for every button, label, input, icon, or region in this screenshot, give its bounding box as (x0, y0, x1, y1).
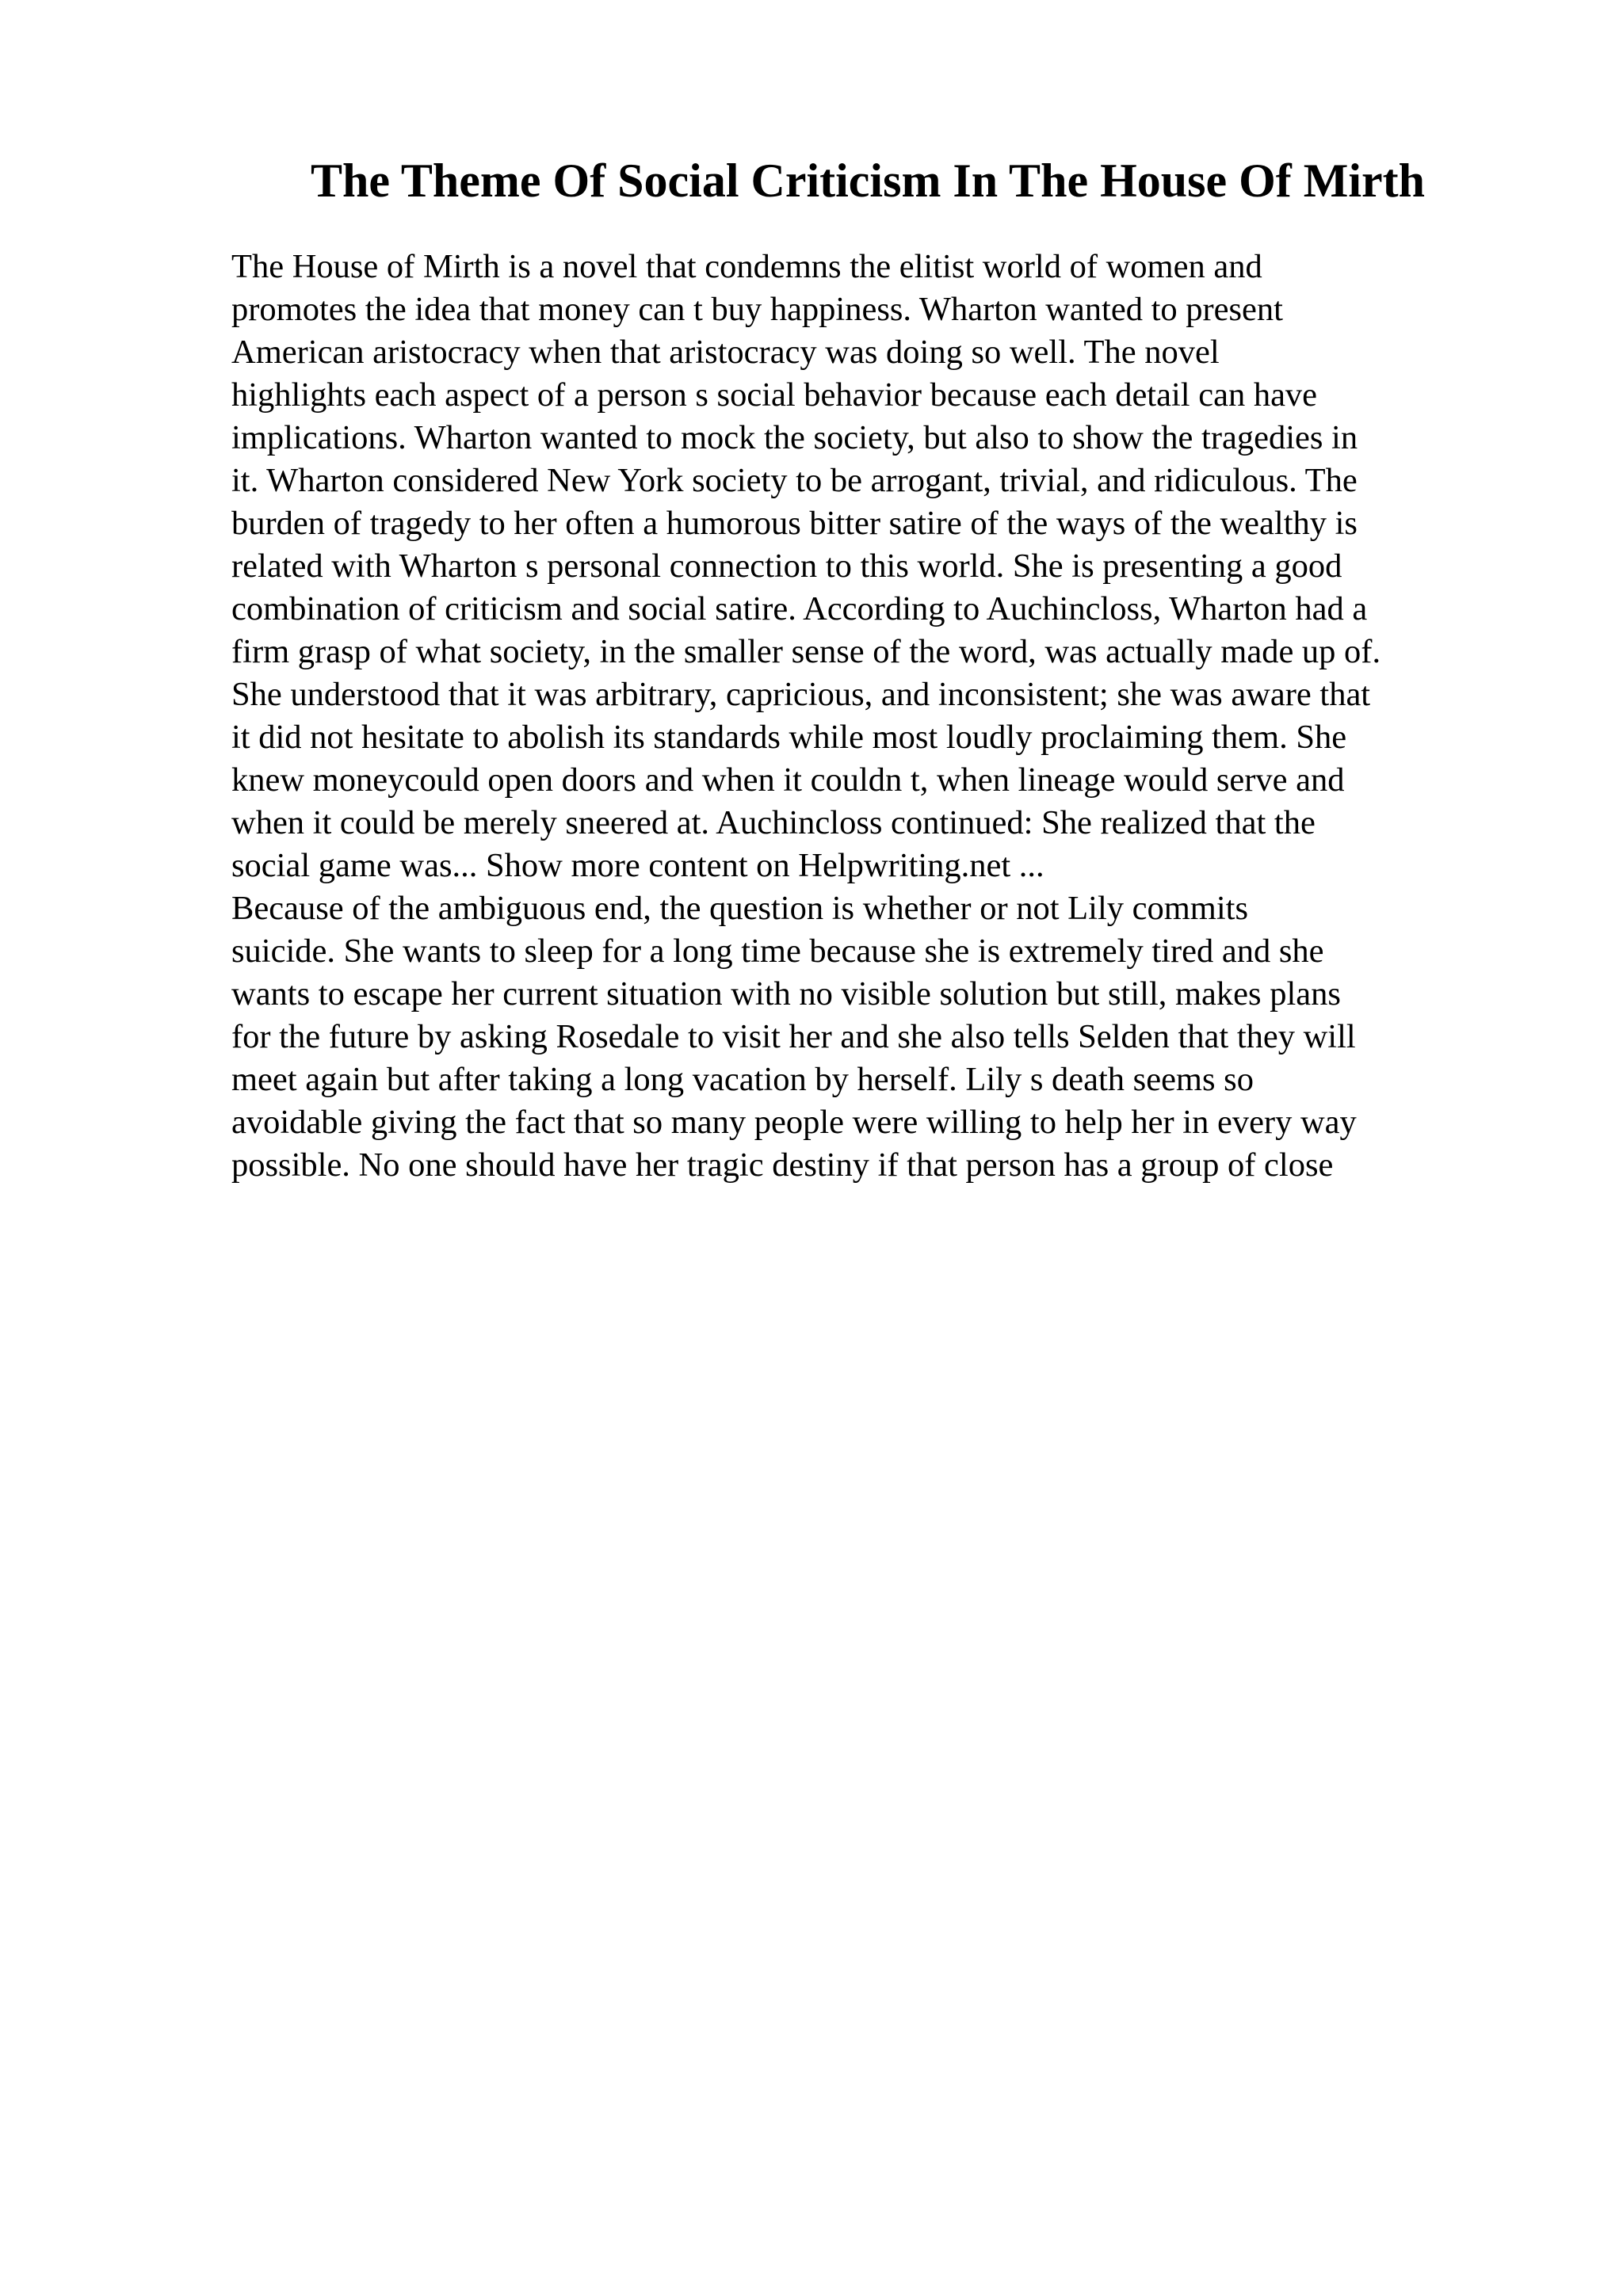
body-line: combination of criticism and social satire. According to Auchincloss, Wharton had a (231, 590, 1368, 627)
body-line: highlights each aspect of a person s social behavior because each detail can have (231, 376, 1318, 414)
body-line: when it could be merely sneered at. Auchincloss continued: She realized that the (231, 804, 1316, 841)
body-line: Because of the ambiguous end, the question is whether or not Lily commits (231, 890, 1249, 927)
body-line: The House of Mirth is a novel that condemns the elitist world of women and (231, 248, 1262, 285)
document-body (231, 246, 1563, 1187)
body-line: implications. Wharton wanted to mock the society, but also to show the tragedies in (231, 419, 1358, 456)
body-line: burden of tragedy to her often a humorous bitter satire of the ways of the wealthy is (231, 505, 1358, 542)
body-line: firm grasp of what society, in the smaller sense of the word, was actually made up of. (231, 633, 1381, 670)
body-line: She understood that it was arbitrary, capricious, and inconsistent; she was aware that (231, 676, 1371, 713)
body-line: American aristocracy when that aristocracy was doing so well. The novel (231, 334, 1220, 371)
body-line: it did not hesitate to abolish its standards while most loudly proclaiming them. She (231, 719, 1347, 756)
body-line: for the future by asking Rosedale to visit her and she also tells Selden that they will (231, 1018, 1356, 1055)
body-line: possible. No one should have her tragic destiny if that person has a group of close (231, 1146, 1334, 1184)
body-line: social game was... Show more content on Helpwriting.net ... (231, 847, 1044, 884)
body-line: related with Wharton s personal connection to this world. She is presenting a good (231, 547, 1342, 585)
body-line: promotes the idea that money can t buy happiness. Wharton wanted to present (231, 291, 1283, 328)
document-title: The Theme Of Social Criticism In The House Of Mirth (310, 154, 1426, 207)
body-line: avoidable giving the fact that so many people were willing to help her in every way (231, 1104, 1357, 1141)
body-line: wants to escape her current situation with no visible solution but still, makes plans (231, 975, 1341, 1013)
body-line: knew moneycould open doors and when it couldn t, when lineage would serve and (231, 761, 1345, 799)
body-line: it. Wharton considered New York society to be arrogant, trivial, and ridiculous. The (231, 462, 1358, 499)
body-line: suicide. She wants to sleep for a long time because she is extremely tired and she (231, 933, 1324, 970)
body-line: meet again but after taking a long vacation by herself. Lily s death seems so (231, 1061, 1254, 1098)
